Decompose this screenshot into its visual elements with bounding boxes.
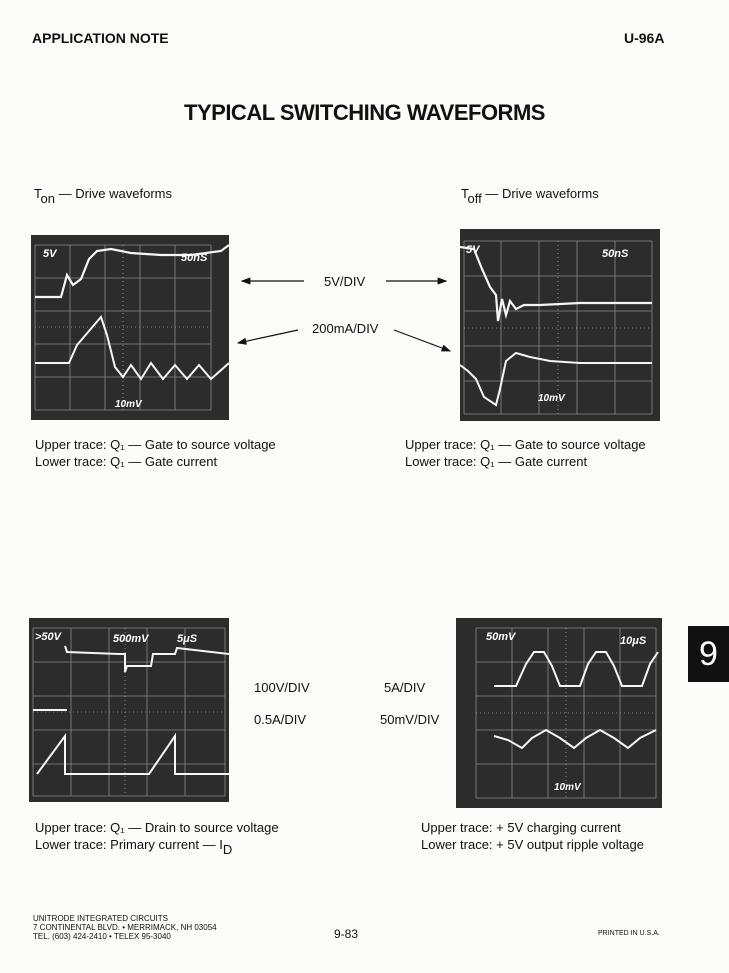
svg-text:50nS: 50nS	[602, 248, 629, 260]
oscilloscope-ton	[31, 235, 229, 420]
page-title: TYPICAL SWITCHING WAVEFORMS	[184, 100, 545, 125]
caption-drain: Upper trace: Q₁ — Drain to source voltage Lower trace: Primary current — ID	[35, 820, 279, 857]
arrows	[230, 270, 460, 360]
svg-text:10mV: 10mV	[554, 782, 581, 793]
toff-label: Toff — Drive waveforms	[461, 186, 599, 206]
header-right: U-96A	[624, 30, 665, 46]
label-200ma-div: 200mA/DIV	[312, 321, 379, 336]
section-tab: 9	[688, 626, 729, 682]
caption-charging: Upper trace: + 5V charging current Lower trace: + 5V output ripple voltage	[421, 820, 644, 852]
label-100v-div: 100V/DIV	[254, 680, 310, 695]
caption-ton: Upper trace: Q₁ — Gate to source voltage Lower trace: Q₁ — Gate current	[35, 437, 276, 469]
scope-time: 50nS	[181, 252, 208, 264]
page-number: 9-83	[334, 927, 359, 941]
footer-address: UNITRODE INTEGRATED CIRCUITS 7 CONTINENTAL BLVD. • MERRIMACK, NH 03054 TEL. (603) 424-2410 • TELEX 95-3040	[33, 914, 217, 941]
label-5a-div: 5A/DIV	[384, 680, 426, 695]
arrow-right-lower	[394, 330, 450, 351]
arrow-left-lower	[238, 330, 298, 343]
svg-text:>50V: >50V	[35, 631, 61, 643]
header-left: APPLICATION NOTE	[32, 30, 169, 46]
printed-in: PRINTED IN U.S.A.	[598, 930, 660, 937]
oscilloscope-charging	[456, 618, 662, 808]
oscilloscope-toff	[460, 229, 660, 421]
ton-label: Ton — Drive waveforms	[34, 186, 172, 206]
caption-toff: Upper trace: Q₁ — Gate to source voltage Lower trace: Q₁ — Gate current	[405, 437, 646, 469]
label-50mv-div: 50mV/DIV	[380, 712, 440, 727]
scope-volts: 5V	[43, 248, 57, 260]
svg-text:50mV: 50mV	[486, 631, 516, 643]
label-05a-div: 0.5A/DIV	[254, 712, 307, 727]
oscilloscope-drain	[29, 618, 229, 802]
svg-text:10μS: 10μS	[620, 635, 647, 647]
scope-bottom: 10mV	[115, 399, 142, 410]
svg-text:500mV: 500mV	[113, 633, 149, 645]
svg-text:5μS: 5μS	[177, 633, 198, 645]
svg-text:5V: 5V	[466, 244, 480, 256]
label-5v-div: 5V/DIV	[324, 274, 366, 289]
svg-text:10mV: 10mV	[538, 393, 565, 404]
